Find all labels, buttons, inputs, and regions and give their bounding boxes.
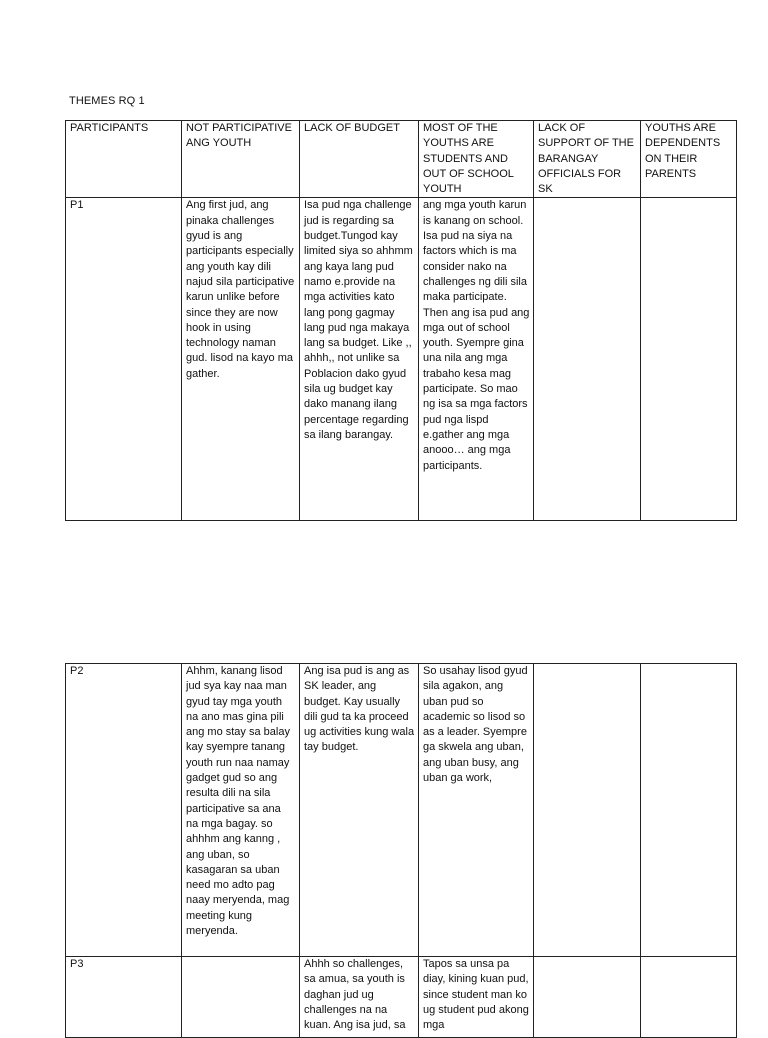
response-cell: Isa pud nga challenge jud is regarding sa budget.Tungod kay limited siya so ahhmm ang kaya lang pud namo e.provide na mga activities kato lang pong gagmay lang pud nga makaya lang sa budget. Like ,, ahhh,, not unlike sa Poblacion dako gyud sila ug budget kay dako manang ilang percentage regarding sa ilang barangay. <box>300 198 419 521</box>
participant-id: P2 <box>66 664 182 957</box>
response-cell <box>641 664 737 957</box>
response-cell <box>534 957 641 1038</box>
response-cell: ang mga youth karun is kanang on school. Isa pud na siya na factors which is ma consider nako na challenges ng dili sila maka participate. Then ang isa pud ang mga out of school youth. Syempre gina una nila ang mga trabaho kesa mag participate. So mao ng isa sa mga factors pud nga lispd e.gather ang mga anooo… ang mga participants. <box>419 198 534 521</box>
response-cell <box>534 198 641 521</box>
themes-table-page-2 <box>65 663 737 1038</box>
document-title: THEMES RQ 1 <box>69 95 145 107</box>
response-cell: Ang first jud, ang pinaka challenges gyud is ang participants especially ang youth kay dili najud sila participative karun unlike before since they are now hook in using technology naman gud. lisod na kayo ma gather. <box>182 198 300 521</box>
header-not-participative: NOT PARTICIPATIVE ANG YOUTH <box>182 121 300 198</box>
table-row <box>66 957 737 1038</box>
response-cell: Ahhh so challenges, sa amua, sa youth is daghan jud ug challenges na na kuan. Ang isa jud, sa <box>300 957 419 1038</box>
response-cell <box>534 664 641 957</box>
participant-id: P1 <box>66 198 182 521</box>
participant-id: P3 <box>66 957 182 1038</box>
header-participants: PARTICIPANTS <box>66 121 182 198</box>
header-dependents-on-parents: YOUTHS ARE DEPENDENTS ON THEIR PARENTS <box>641 121 737 198</box>
header-students-out-of-school: MOST OF THE YOUTHS ARE STUDENTS AND OUT OF SCHOOL YOUTH <box>419 121 534 198</box>
response-cell: Tapos sa unsa pa diay, kining kuan pud, since student man ko ug student pud akong mga <box>419 957 534 1038</box>
response-cell <box>641 198 737 521</box>
header-lack-of-budget: LACK OF BUDGET <box>300 121 419 198</box>
themes-table-page-1 <box>65 120 737 521</box>
response-cell: Ang isa pud is ang as SK leader, ang budget. Kay usually dili gud ta ka proceed ug activities kung wala tay budget. <box>300 664 419 957</box>
table-row <box>66 664 737 957</box>
response-cell: Ahhm, kanang lisod jud sya kay naa man gyud tay mga youth na ano mas gina pili ang mo stay sa balay kay syempre tanang youth run naa namay gadget gud so ang resulta dili na sila participative sa ana na mga bagay. so ahhhm ang kanng , ang uban, so kasagaran sa uban need mo adto pag naay meryenda, mag meeting kung meryenda. <box>182 664 300 957</box>
response-cell: So usahay lisod gyud sila agakon, ang uban pud so academic so lisod so as a leader. Syempre ga skwela ang uban, ang uban busy, ang uban ga work, <box>419 664 534 957</box>
table-row <box>66 198 737 521</box>
response-cell <box>641 957 737 1038</box>
header-lack-of-support: LACK OF SUPPORT OF THE BARANGAY OFFICIALS FOR SK <box>534 121 641 198</box>
header-row <box>66 121 737 198</box>
response-cell <box>182 957 300 1038</box>
